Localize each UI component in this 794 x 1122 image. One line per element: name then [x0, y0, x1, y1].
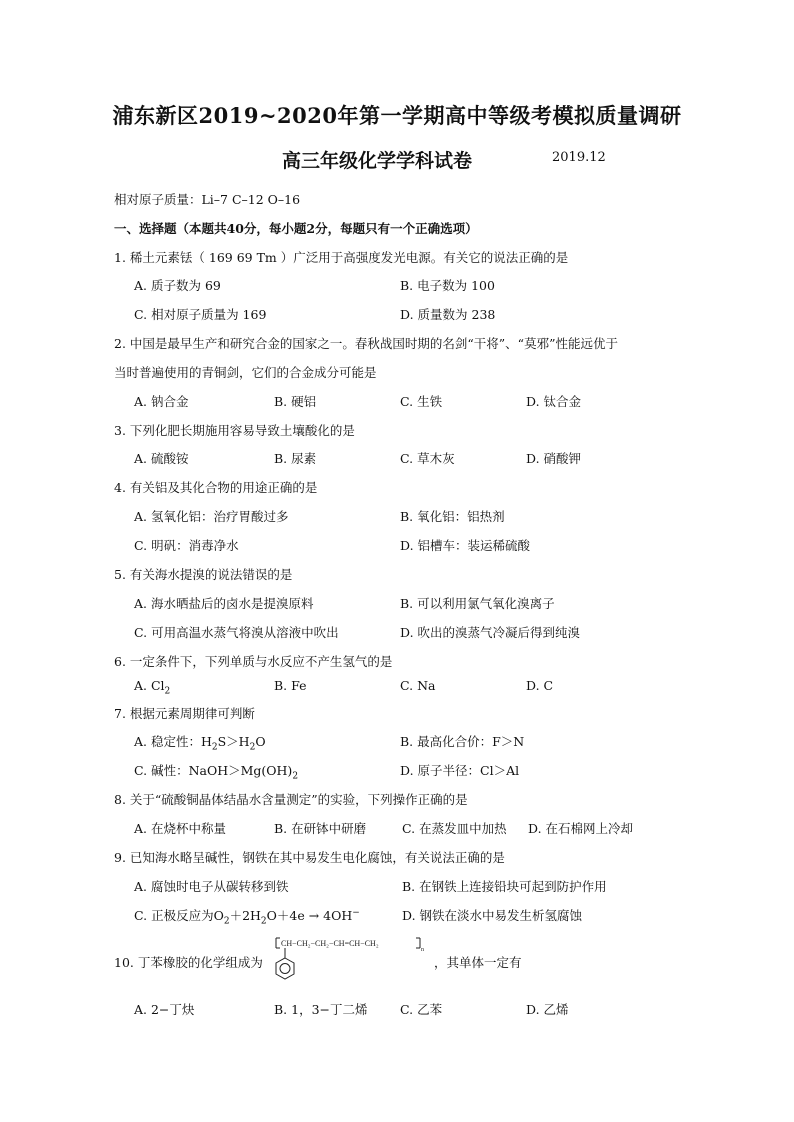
q4-option-d: D. 铝槽车：装运稀硫酸: [400, 538, 531, 553]
q5-option-c: C. 可用高温水蒸气将溴从溶液中吹出: [134, 625, 339, 640]
q1-option-c: C. 相对原子质量为 169: [134, 307, 267, 322]
q2-option-a: A. 钠合金: [134, 394, 189, 409]
q9-c-part3: O＋4e → 4OH: [266, 908, 353, 923]
q10-option-b: B. 1，3−丁二烯: [274, 1002, 368, 1017]
q4-option-b: B. 氧化铝：铝热剂: [400, 509, 505, 524]
q2-stem-line2: 当时普遍使用的青铜剑，它们的合金成分可能是: [114, 365, 377, 380]
subscript: 2: [249, 742, 256, 753]
subtitle-row: [0, 146, 794, 172]
q7-option-d: D. 原子半径：Cl＞Al: [400, 763, 520, 778]
q9-option-d: D. 钢铁在淡水中易发生析氢腐蚀: [402, 908, 583, 923]
subscript: 2: [292, 771, 299, 782]
q2-stem-line1: 2. 中国是最早生产和研究合金的国家之一。春秋战国时期的名剑“干将”、“莫邪”性能远优于: [114, 336, 618, 351]
q7-option-c: [134, 761, 298, 782]
q2-option-d: D. 钛合金: [526, 394, 582, 409]
q4-option-c: C. 明矾：消毒净水: [134, 538, 239, 553]
subscript: 2: [211, 742, 218, 753]
q9-option-b: B. 在钢铁上连接铅块可起到防护作用: [402, 879, 607, 894]
q2-option-c: C. 生铁: [400, 394, 443, 409]
q10-option-c: C. 乙苯: [400, 1002, 443, 1017]
q5-option-b: B. 可以利用氯气氧化溴离子: [400, 596, 555, 611]
q7-c-text: C. 碱性：NaOH＞Mg(OH): [134, 763, 293, 778]
polymer-n: n: [421, 947, 424, 953]
q5-stem: 5. 有关海水提溴的说法错误的是: [114, 567, 293, 582]
q4-option-a: A. 氢氧化铝：治疗胃酸过多: [134, 509, 289, 524]
q3-option-c: C. 草木灰: [400, 451, 455, 466]
q1-option-a: A. 质子数为 69: [134, 278, 221, 293]
q7-a-part1: A. 稳定性：H: [134, 734, 212, 749]
q9-stem: 9. 已知海水略呈碱性，钢铁在其中易发生电化腐蚀，有关说法正确的是: [114, 850, 505, 865]
subscript: 2: [164, 686, 171, 697]
polymer-formula: CH−CH₂−CH₂−CH=CH−CH₂: [281, 939, 379, 948]
q3-option-a: A. 硫酸铵: [134, 451, 189, 466]
exam-title: 浦东新区2019~2020年第一学期高中等级考模拟质量调研: [112, 103, 682, 128]
q6-option-c: C. Na: [400, 678, 436, 693]
q4-stem: 4. 有关铝及其化合物的用途正确的是: [114, 480, 318, 495]
q7-option-b: B. 最高化合价：F＞N: [400, 734, 525, 749]
q3-option-b: B. 尿素: [274, 451, 317, 466]
q8-option-b: B. 在研钵中研磨: [274, 821, 367, 836]
q8-option-d: D. 在石棉网上冷却: [528, 821, 634, 836]
atomic-mass-line: 相对原子质量：Li–7 C–12 O–16: [114, 192, 301, 207]
q6-option-a: [134, 678, 170, 697]
superscript: −: [352, 907, 360, 918]
q9-option-c: [134, 906, 360, 927]
styrene-butadiene-rubber-structure: [272, 932, 422, 984]
q7-option-a: [134, 732, 266, 753]
q8-stem: 8. 关于“硫酸铜晶体结晶水含量测定”的实验，下列操作正确的是: [114, 792, 468, 807]
exam-date: 2019.12: [552, 150, 606, 165]
q10-option-a: A. 2−丁炔: [134, 1002, 195, 1017]
q8-option-a: A. 在烧杯中称量: [134, 821, 226, 836]
q9-option-a: A. 腐蚀时电子从碳转移到铁: [134, 879, 289, 894]
q7-a-part3: O: [255, 734, 266, 749]
q10-stem-pre: 10. 丁苯橡胶的化学组成为: [114, 955, 263, 970]
q5-option-a: A. 海水晒盐后的卤水是提溴原料: [134, 596, 314, 611]
q7-a-part2: S＞H: [217, 734, 250, 749]
q9-c-part1: C. 正极反应为O: [134, 908, 224, 923]
q9-c-part2: ＋2H: [229, 908, 261, 923]
q7-stem: 7. 根据元素周期律可判断: [114, 706, 255, 721]
subscript: 2: [223, 916, 230, 927]
q3-option-d: D. 硝酸钾: [526, 451, 582, 466]
q5-option-d: D. 吹出的溴蒸气冷凝后得到纯溴: [400, 625, 581, 640]
q6-option-b: B. Fe: [274, 678, 307, 693]
q10-stem-post: ，其单体一定有: [434, 955, 522, 970]
section-heading: 一、选择题（本题共40分，每小题2分，每题只有一个正确选项）: [114, 221, 478, 236]
q10-option-d: D. 乙烯: [526, 1002, 569, 1017]
subscript: 2: [260, 916, 267, 927]
q8-option-c: C. 在蒸发皿中加热: [402, 821, 507, 836]
q1-stem: 1. 稀土元素铥（ 169 69 Tm ）广泛用于高强度发光电源。有关它的说法正确的是: [114, 250, 569, 265]
q1-option-b: B. 电子数为 100: [400, 278, 495, 293]
q6-option-d: D. C: [526, 678, 554, 693]
q2-option-b: B. 硬铝: [274, 394, 317, 409]
q3-stem: 3. 下列化肥长期施用容易导致土壤酸化的是: [114, 423, 355, 438]
q1-option-d: D. 质量数为 238: [400, 307, 496, 322]
q6-option-a-text: A. Cl: [134, 678, 165, 693]
exam-subtitle: 高三年级化学学科试卷: [282, 150, 473, 172]
q6-stem: 6. 一定条件下，下列单质与水反应不产生氢气的是: [114, 654, 393, 669]
